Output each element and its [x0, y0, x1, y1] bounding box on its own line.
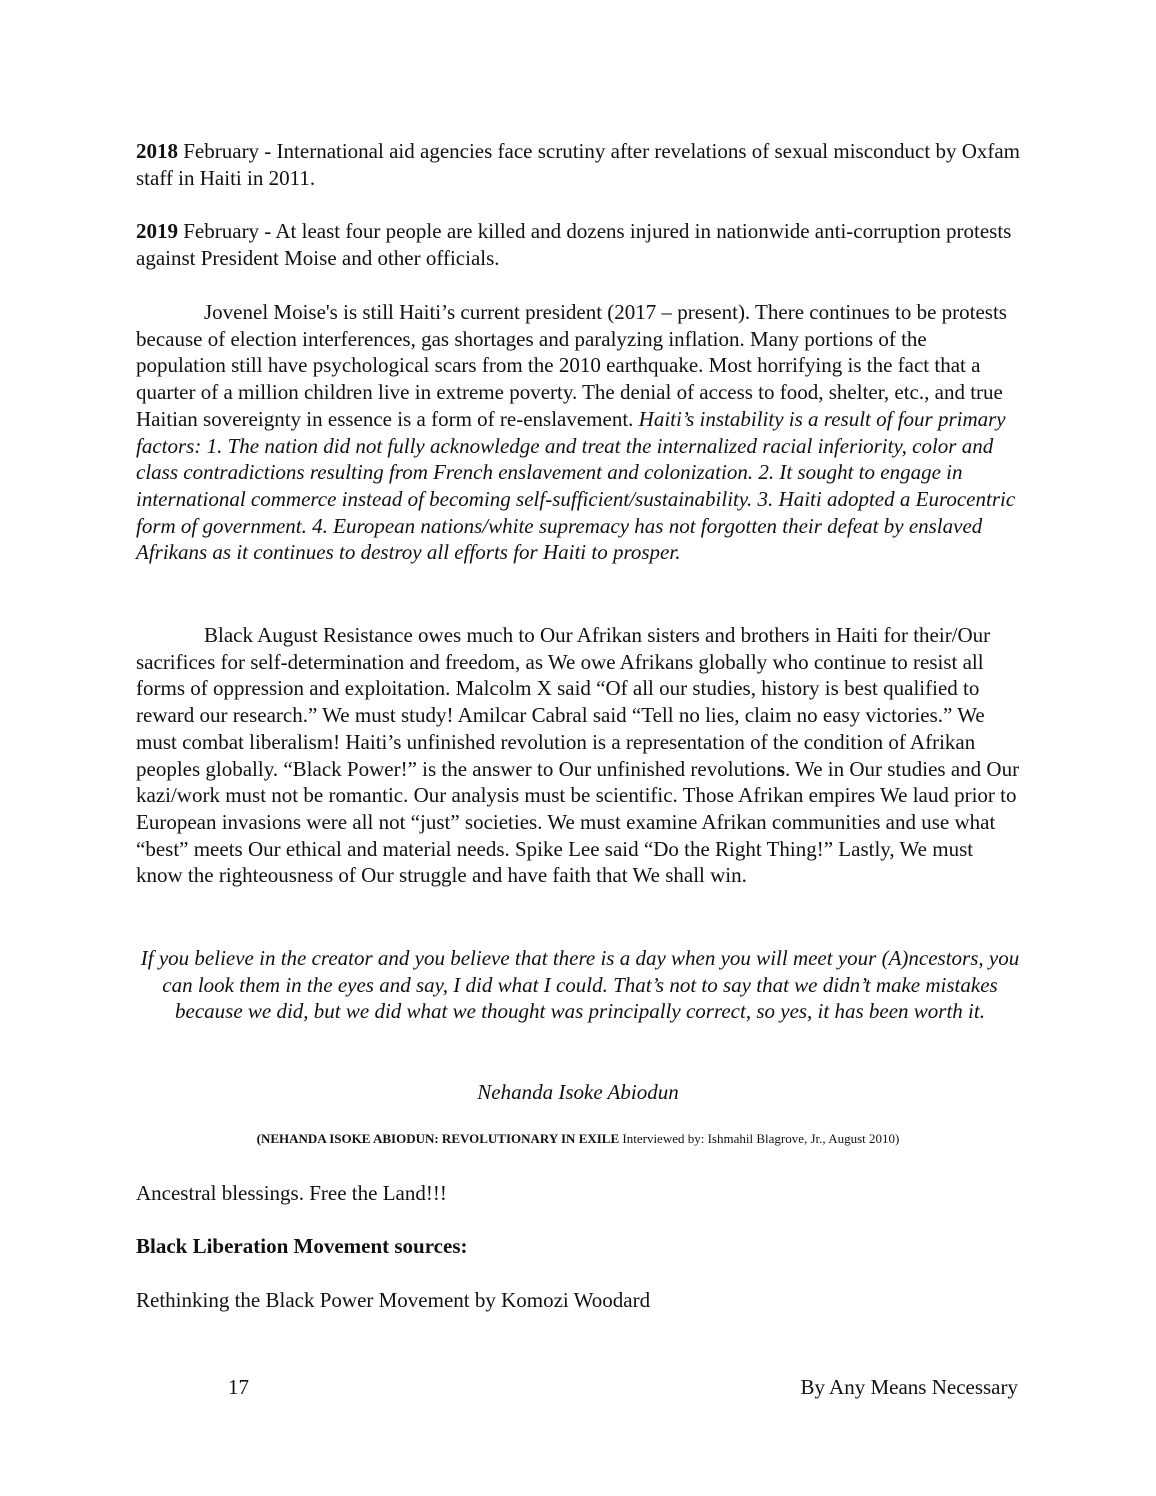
timeline-entry-2019 — [136, 218, 1020, 271]
sources-heading: Black Liberation Movement sources: — [136, 1234, 468, 1258]
paragraph-text: Black August Resistance owes much to Our Afrikan sisters and brothers in Haiti for their/Our sacrifices for self-determination and freedom, as We owe Afrikans globally who continue to resist all forms of oppression and exploitation. Malcolm X said “Of all our studies, history is best qualified to reward our research.” We must study! Amilcar Cabral said “Tell no lies, claim no easy victories.” We must combat liberalism! Haiti’s unfinished revolution is a representation of the condition of Afrikan peoples globally. “Black Power!” is the answer to Our unfinished revolution — [136, 623, 991, 781]
paragraph-italic-text: Haiti’s instability is a result of four primary factors: 1. The nation did not fully acknowledge and treat the internalized racial inferiority, color and class contradictions resulting from French enslavement and colonization. 2. It sought to engage in international commerce instead of becoming self-sufficient/sustainability. 3. Haiti adopted a Eurocentric form of government. 4. European nations/white supremacy has not forgotten their defeat by enslaved Afrikans as it continues to destroy all efforts for Haiti to prosper. — [136, 406, 1016, 565]
entry-year: 2018 — [136, 139, 178, 163]
timeline-entry-2018 — [136, 138, 1020, 191]
citation-details: Interviewed by: Ishmahil Blagrove, Jr., August 2010) — [619, 1131, 900, 1146]
page-number: 17 — [228, 1375, 249, 1399]
paragraph-text: Jovenel Moise's is still Haiti’s current president (2017 – present). There continues to be protests because of election interferences, gas shortages and paralyzing inflation. Many portions of the population still have psychological scars from the 2010 earthquake. Most horrifying is the fact that a quarter of a million children live in extreme poverty. The denial of access to food, shelter, etc., and true Haitian sovereignty in essence is a form of re-enslavement. — [136, 300, 1007, 431]
quote-author: Nehanda Isoke Abiodun — [477, 1080, 679, 1104]
quote: If you believe in the creator and you believe that there is a day when you will meet your (A)ncestors, you can look them in the eyes and say, I did what I could. That’s not to say that we didn’t make mistakes because we did, but we did what we thought was principally correct, so yes, it has been worth it. — [140, 946, 1020, 1024]
closing-line: Ancestral blessings. Free the Land!!! — [136, 1181, 447, 1205]
entry-year: 2019 — [136, 219, 178, 243]
entry-text: February - International aid agencies face scrutiny after revelations of sexual misconduct by Oxfam staff in Haiti in 2011. — [136, 139, 1021, 190]
paragraph-text: . We in Our studies and Our kazi/work must not be romantic. Our analysis must be scientific. Those Afrikan empires We laud prior to European invasions were all not “just” societies. We must examine Afrikan communities and use what “best” meets Our ethical and material needs. Spike Lee said “Do the Right Thing!” Lastly, We must know the righteousness of Our struggle and have faith that We shall win. — [136, 756, 1020, 888]
source-item: Rethinking the Black Power Movement by Komozi Woodard — [136, 1288, 651, 1312]
paragraph-moise — [136, 299, 1020, 566]
entry-text: February - At least four people are killed and dozens injured in nationwide anti-corruption protests against President Moise and other officials. — [136, 219, 1012, 270]
paragraph-resistance — [136, 622, 1020, 889]
citation-title: (NEHANDA ISOKE ABIODUN: REVOLUTIONARY IN EXILE — [256, 1131, 620, 1146]
paragraph-bold-text: s — [776, 756, 785, 781]
quote-citation — [136, 1131, 1020, 1147]
footer-title: By Any Means Necessary — [800, 1375, 1018, 1399]
